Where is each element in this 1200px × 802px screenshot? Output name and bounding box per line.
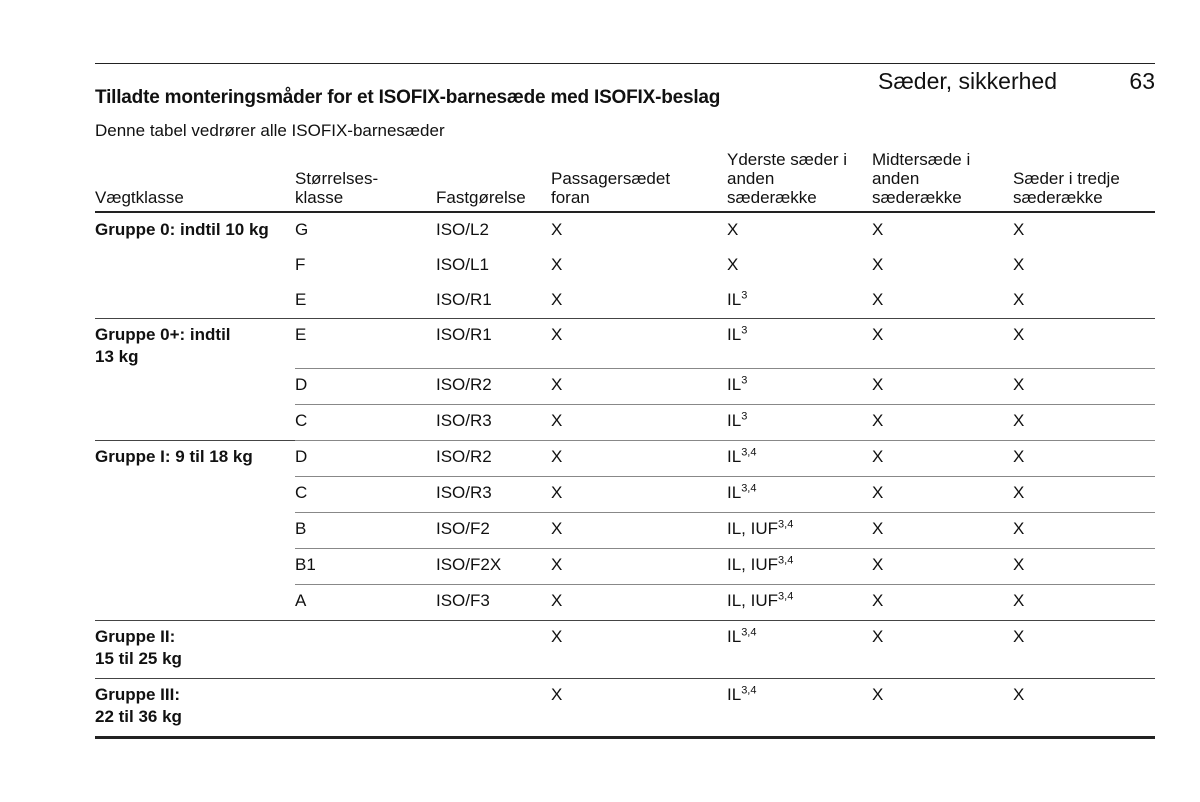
table-row bbox=[95, 248, 1155, 283]
front-seat-cell: X bbox=[551, 368, 727, 404]
footnote-reference: 3,4 bbox=[778, 589, 794, 602]
page-number: 63 bbox=[1129, 68, 1155, 94]
third-row-cell: X bbox=[1013, 512, 1155, 548]
size-cell bbox=[295, 620, 436, 678]
outer-second-row-cell bbox=[727, 248, 872, 283]
third-row-cell: X bbox=[1013, 319, 1155, 369]
size-cell: E bbox=[295, 283, 436, 319]
outer-second-row-cell bbox=[727, 212, 872, 248]
fixation-cell: ISO/R2 bbox=[436, 368, 551, 404]
middle-second-row-cell: X bbox=[872, 220, 884, 239]
weight-class-cell: Gruppe I: 9 til 18 kg bbox=[95, 446, 253, 466]
third-row-cell: X bbox=[1013, 283, 1155, 319]
table-row bbox=[95, 678, 1155, 737]
front-seat-cell: X bbox=[551, 283, 727, 319]
size-cell: B1 bbox=[295, 548, 436, 584]
weight-class-cell bbox=[95, 512, 295, 548]
fixation-cell: ISO/L2 bbox=[436, 220, 489, 239]
outer-second-row-cell bbox=[727, 512, 872, 548]
footnote-reference: 3,4 bbox=[741, 625, 757, 638]
front-seat-cell: X bbox=[551, 255, 563, 274]
third-row-cell: X bbox=[1013, 678, 1155, 737]
weight-class-cell bbox=[95, 283, 295, 319]
column-header: Fastgørelse bbox=[436, 150, 551, 212]
size-cell: D bbox=[295, 440, 436, 476]
table-row bbox=[95, 212, 1155, 248]
middle-second-row-cell: X bbox=[872, 548, 1013, 584]
table-row bbox=[95, 283, 1155, 319]
table-subtitle: Denne tabel vedrører alle ISOFIX-barnesæder bbox=[95, 121, 445, 140]
weight-class-cell: Gruppe II: 15 til 25 kg bbox=[95, 620, 295, 678]
outer-value: IL bbox=[727, 410, 742, 430]
front-seat-cell: X bbox=[551, 440, 727, 476]
front-seat-cell: X bbox=[551, 404, 727, 440]
fixation-cell: ISO/L1 bbox=[436, 255, 489, 274]
fixation-cell: ISO/R3 bbox=[436, 476, 551, 512]
size-cell: C bbox=[295, 476, 436, 512]
front-seat-cell: X bbox=[551, 678, 727, 737]
column-header: Størrelses- klasse bbox=[295, 150, 436, 212]
outer-value: IL bbox=[727, 290, 742, 309]
middle-second-row-cell: X bbox=[872, 476, 1013, 512]
outer-second-row-cell bbox=[727, 404, 872, 440]
middle-second-row-cell: X bbox=[872, 440, 1013, 476]
size-cell: D bbox=[295, 368, 436, 404]
outer-value: IL, IUF bbox=[727, 554, 779, 574]
third-row-cell: X bbox=[1013, 404, 1155, 440]
column-header: Passagersædet foran bbox=[551, 150, 727, 212]
middle-second-row-cell: X bbox=[872, 319, 1013, 369]
size-cell: A bbox=[295, 584, 436, 620]
table-header-row bbox=[95, 150, 1155, 212]
size-cell: B bbox=[295, 512, 436, 548]
third-row-cell: X bbox=[1013, 548, 1155, 584]
front-seat-cell: X bbox=[551, 476, 727, 512]
column-header: Sæder i tredje sæderække bbox=[1013, 150, 1155, 212]
front-seat-cell: X bbox=[551, 584, 727, 620]
table-row bbox=[95, 512, 1155, 548]
footnote-reference: 3,4 bbox=[741, 445, 757, 458]
weight-class-cell bbox=[95, 584, 295, 620]
middle-second-row-cell: X bbox=[872, 404, 1013, 440]
weight-class-cell bbox=[95, 476, 295, 512]
third-row-cell: X bbox=[1013, 440, 1155, 476]
weight-class-cell bbox=[95, 404, 295, 440]
fixation-cell bbox=[436, 620, 551, 678]
table-row bbox=[95, 368, 1155, 404]
middle-second-row-cell: X bbox=[872, 255, 884, 274]
middle-second-row-cell: X bbox=[872, 368, 1013, 404]
outer-value: IL bbox=[727, 325, 742, 344]
size-cell: C bbox=[295, 404, 436, 440]
weight-class-cell bbox=[95, 248, 295, 283]
page-header bbox=[95, 33, 1155, 94]
fixation-cell: ISO/R3 bbox=[436, 404, 551, 440]
weight-class-cell bbox=[95, 548, 295, 584]
outer-second-row-cell bbox=[727, 678, 872, 737]
outer-second-row-cell bbox=[727, 440, 872, 476]
column-header: Yderste sæder i anden sæderække bbox=[727, 150, 872, 212]
size-cell: E bbox=[295, 319, 436, 369]
outer-second-row-cell bbox=[727, 584, 872, 620]
front-seat-cell: X bbox=[551, 620, 727, 678]
footnote-reference: 3 bbox=[741, 289, 748, 302]
front-seat-cell: X bbox=[551, 548, 727, 584]
front-seat-cell: X bbox=[551, 319, 727, 369]
table-row bbox=[95, 440, 1155, 476]
isofix-table bbox=[95, 150, 1155, 739]
fixation-cell: ISO/R1 bbox=[436, 319, 551, 369]
front-seat-cell: X bbox=[551, 512, 727, 548]
footnote-reference: 3,4 bbox=[778, 553, 794, 566]
weight-class-cell bbox=[95, 368, 295, 404]
weight-class-cell: Gruppe 0: indtil 10 kg bbox=[95, 220, 269, 239]
outer-value: IL, IUF bbox=[727, 590, 779, 610]
fixation-cell: ISO/R2 bbox=[436, 440, 551, 476]
outer-second-row-cell bbox=[727, 476, 872, 512]
outer-value: IL, IUF bbox=[727, 518, 779, 538]
third-row-cell: X bbox=[1013, 255, 1025, 274]
outer-second-row-cell bbox=[727, 368, 872, 404]
footnote-reference: 3,4 bbox=[741, 481, 757, 494]
outer-value: IL bbox=[727, 374, 742, 394]
outer-second-row-cell bbox=[727, 283, 872, 319]
table-row bbox=[95, 584, 1155, 620]
middle-second-row-cell: X bbox=[872, 678, 1013, 737]
weight-class-cell: Gruppe 0+: indtil 13 kg bbox=[95, 325, 231, 366]
size-cell: F bbox=[295, 255, 306, 274]
third-row-cell: X bbox=[1013, 476, 1155, 512]
column-header: Midtersæde i anden sæderække bbox=[872, 150, 1013, 212]
fixation-cell: ISO/F3 bbox=[436, 584, 551, 620]
third-row-cell: X bbox=[1013, 584, 1155, 620]
footnote-reference: 3,4 bbox=[741, 683, 757, 696]
fixation-cell bbox=[436, 678, 551, 737]
footnote-reference: 3 bbox=[741, 373, 748, 386]
middle-second-row-cell: X bbox=[872, 620, 1013, 678]
outer-value: X bbox=[727, 255, 739, 274]
table-row bbox=[95, 620, 1155, 678]
middle-second-row-cell: X bbox=[872, 512, 1013, 548]
third-row-cell: X bbox=[1013, 620, 1155, 678]
table-row bbox=[95, 548, 1155, 584]
front-seat-cell: X bbox=[551, 220, 563, 239]
outer-value: IL bbox=[727, 684, 742, 704]
size-cell bbox=[295, 678, 436, 737]
middle-second-row-cell: X bbox=[872, 283, 1013, 319]
footnote-reference: 3 bbox=[741, 409, 748, 422]
outer-second-row-cell bbox=[727, 319, 872, 369]
fixation-cell: ISO/F2 bbox=[436, 512, 551, 548]
table-row bbox=[95, 319, 1155, 369]
table-row bbox=[95, 404, 1155, 440]
outer-value: IL bbox=[727, 446, 742, 466]
footnote-reference: 3 bbox=[741, 324, 748, 337]
outer-second-row-cell bbox=[727, 620, 872, 678]
outer-value: IL bbox=[727, 626, 742, 646]
fixation-cell: ISO/R1 bbox=[436, 283, 551, 319]
footnote-reference: 3,4 bbox=[778, 517, 794, 530]
size-cell: G bbox=[295, 220, 309, 239]
column-header: Vægtklasse bbox=[95, 150, 295, 212]
third-row-cell: X bbox=[1013, 220, 1025, 239]
section-title: Sæder, sikkerhed bbox=[878, 68, 1057, 94]
weight-class-cell: Gruppe III: 22 til 36 kg bbox=[95, 678, 295, 737]
middle-second-row-cell: X bbox=[872, 584, 1013, 620]
table-row bbox=[95, 476, 1155, 512]
table-title: Tilladte monteringsmåder for et ISOFIX-barnesæde med ISOFIX-beslag bbox=[95, 87, 721, 108]
outer-value: X bbox=[727, 220, 739, 239]
outer-second-row-cell bbox=[727, 548, 872, 584]
third-row-cell: X bbox=[1013, 368, 1155, 404]
fixation-cell: ISO/F2X bbox=[436, 548, 551, 584]
outer-value: IL bbox=[727, 482, 742, 502]
